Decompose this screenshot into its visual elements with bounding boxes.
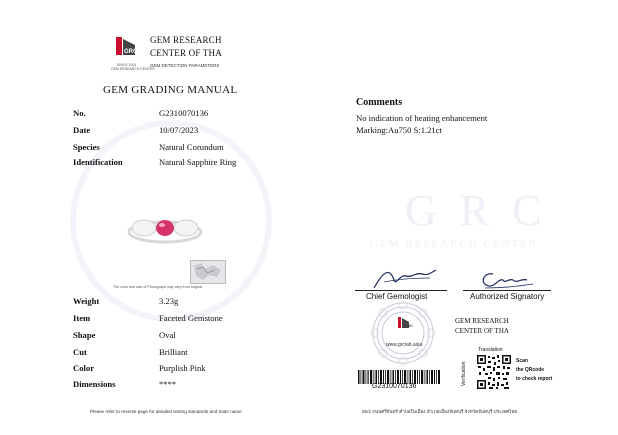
watermark-grc-text: G R C — [405, 186, 548, 235]
detail-value: Natural Corundum — [159, 142, 224, 152]
property-label: Item — [73, 313, 91, 323]
property-value: Brilliant — [159, 347, 188, 357]
grc-logo-text: GRC — [124, 49, 138, 55]
hologram-sticker — [190, 260, 226, 284]
property-value: 3.23g — [159, 296, 179, 306]
chief-gemologist-line — [355, 290, 447, 291]
translation-label: Translation — [478, 347, 503, 353]
detail-label: Species — [73, 142, 100, 152]
lab-name-line1: GEM RESEARCH — [150, 35, 222, 45]
seal-logo-text: GRC — [404, 323, 413, 328]
detail-value: Natural Sapphire Ring — [159, 157, 237, 167]
ring-photo — [120, 208, 210, 253]
grc-logo-icon — [113, 35, 139, 65]
document-title: GEM GRADING MANUAL — [103, 84, 238, 96]
property-value: Oval — [159, 330, 176, 340]
footer-right-address: 65/2 ถนนศรีจันทร์ ตำบลในเมือง อำเภอเมืองจันทบุรี จังหวัดจันทบุรี ประเทศไทย — [362, 409, 518, 414]
seal-lab-name-line1: GEM RESEARCH — [455, 317, 509, 325]
property-value: Purplish Pink — [159, 363, 206, 373]
lab-seal — [358, 300, 448, 366]
barcode — [358, 370, 440, 384]
qr-instruction-line1: Scan — [516, 358, 528, 364]
chief-gemologist-label: Chief Gemologist — [366, 292, 428, 301]
detail-value: 10/07/2023 — [159, 125, 199, 135]
qr-instruction-line3: to check report — [516, 376, 553, 382]
authorized-signature — [475, 268, 535, 292]
property-label: Cut — [73, 347, 87, 357]
seal-website: www.grclab.asia — [386, 342, 423, 348]
qr-code[interactable] — [476, 354, 512, 390]
grc-logo — [113, 35, 139, 65]
detail-label: Date — [73, 125, 91, 135]
property-value: **** — [159, 379, 177, 389]
photo-caption: The color and size of Photograph may vary from original — [113, 285, 203, 289]
watermark-subtext: GEM RESEARCH CENTER — [370, 238, 539, 250]
property-value: Faceted Gemstone — [159, 313, 223, 323]
qr-instruction-line2: the QRcode — [516, 367, 545, 373]
authorized-signatory-label: Authorized Signatory — [470, 292, 545, 301]
detail-label: No. — [73, 108, 86, 118]
footer-left-note: Please refer to reverse page for detailed testing standards and trade name — [90, 409, 242, 414]
property-label: Dimensions — [73, 379, 116, 389]
comments-heading: Comments — [356, 97, 403, 108]
chief-gemologist-signature — [370, 266, 440, 292]
property-label: Color — [73, 363, 95, 373]
property-label: Weight — [73, 296, 100, 306]
property-label: Shape — [73, 330, 96, 340]
authorized-line — [463, 290, 551, 291]
lab-name-line2: CENTER OF THA — [150, 48, 222, 58]
detail-label: Identification — [73, 157, 123, 167]
logo-subtext-2: GEM RESEARCH CENTER — [111, 67, 155, 71]
detail-value: G2310070136 — [159, 108, 209, 118]
comment-line: Marking:Au750 S:1.21ct — [356, 125, 442, 135]
barcode-number: G2310070136 — [372, 383, 417, 390]
lab-tagline: GEM DETECTION PARAMETERS — [150, 63, 220, 68]
logo-subtext-1: SINCE 2001 — [117, 63, 137, 67]
comment-line: No indication of heating enhancement — [356, 113, 488, 123]
verification-label: Verification — [461, 361, 467, 386]
seal-lab-name-line2: CENTER OF THA — [455, 327, 509, 335]
